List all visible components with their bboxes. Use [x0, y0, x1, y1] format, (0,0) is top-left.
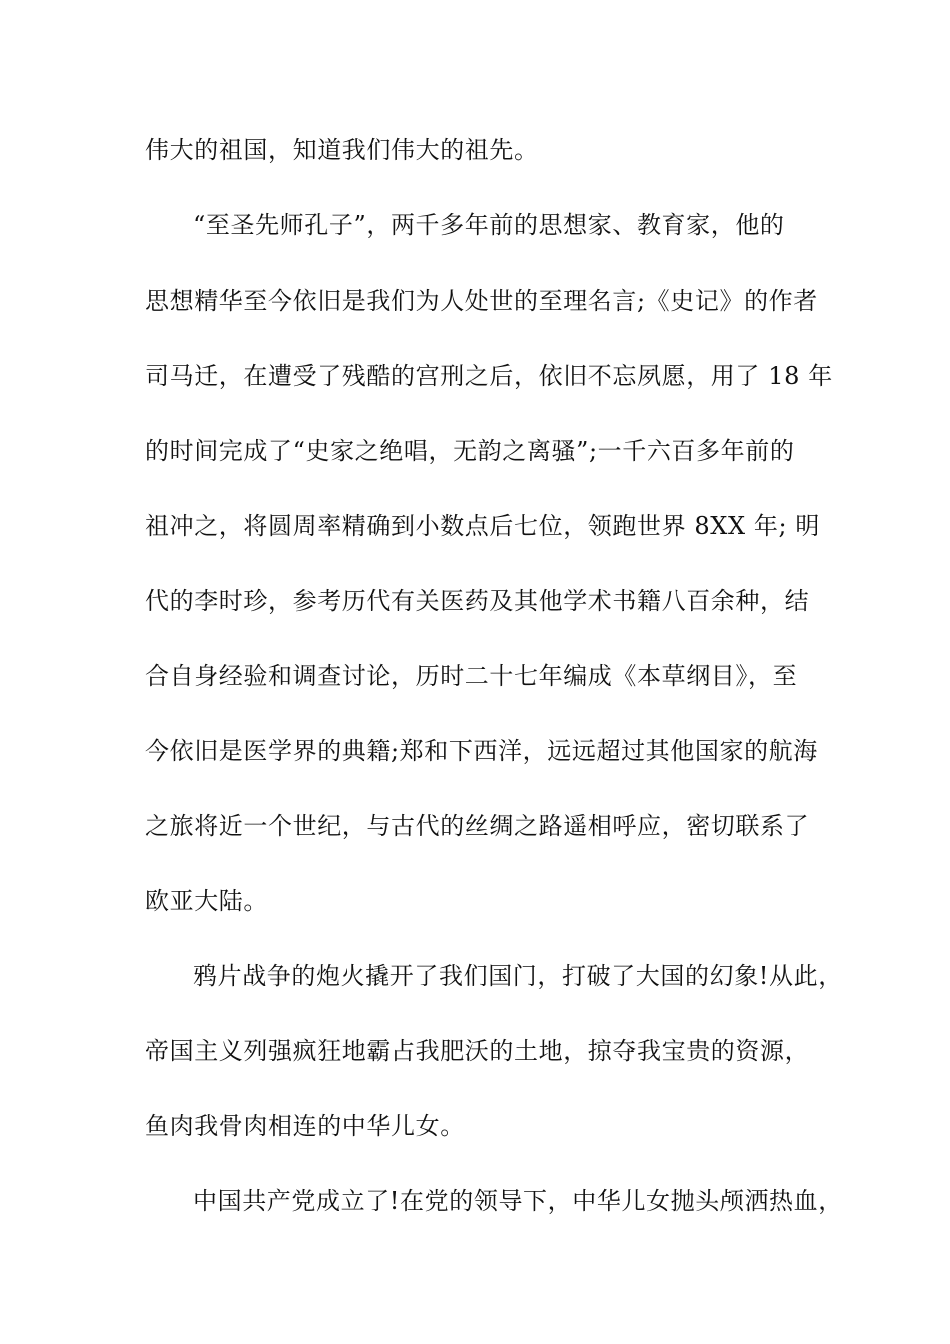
paragraph-start-line: 鸦片战争的炮火撬开了我们国门，打破了大国的幻象!从此， — [193, 962, 843, 990]
text-line: 司马迁，在遭受了残酷的宫刑之后，依旧不忘夙愿，用了 18 年 — [145, 362, 833, 390]
text-line: 的时间完成了“史家之绝唱，无韵之离骚”;一千六百多年前的 — [145, 437, 795, 465]
paragraph-start-line: “至圣先师孔子”，两千多年前的思想家、教育家，他的 — [193, 211, 785, 239]
text-line: 祖冲之，将圆周率精确到小数点后七位，领跑世界 8XX 年; 明 — [145, 512, 821, 540]
text-line: 伟大的祖国，知道我们伟大的祖先。 — [145, 136, 539, 164]
text-line: 合自身经验和调查讨论，历时二十七年编成《本草纲目》，至 — [145, 662, 798, 690]
text-line: 鱼肉我骨肉相连的中华儿女。 — [145, 1112, 465, 1140]
text-line: 帝国主义列强疯狂地霸占我肥沃的土地，掠夺我宝贵的资源， — [145, 1037, 810, 1065]
text-line: 之旅将近一个世纪，与古代的丝绸之路遥相呼应，密切联系了 — [145, 812, 810, 840]
text-line: 代的李时珍，参考历代有关医药及其他学术书籍八百余种，结 — [145, 587, 810, 615]
text-line: 思想精华至今依旧是我们为人处世的至理名言;《史记》的作者 — [145, 287, 818, 315]
text-line: 欧亚大陆。 — [145, 887, 268, 915]
text-line: 今依旧是医学界的典籍;郑和下西洋，远远超过其他国家的航海 — [145, 737, 818, 765]
paragraph-start-line: 中国共产党成立了!在党的领导下，中华儿女抛头颅洒热血， — [193, 1187, 843, 1215]
